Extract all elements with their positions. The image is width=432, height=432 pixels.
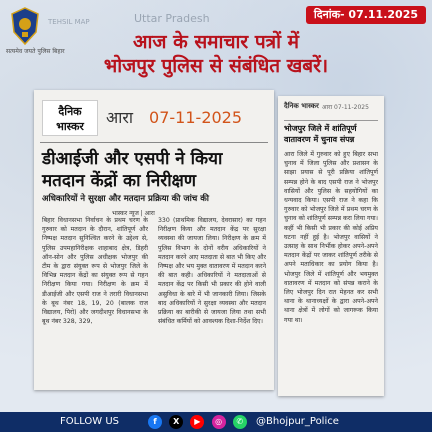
paper-name-top: दैनिक (58, 105, 82, 118)
youtube-icon[interactable]: ▶ (190, 415, 204, 429)
whatsapp-icon[interactable]: ✆ (233, 415, 247, 429)
date-badge: दिनांक- 07.11.2025 (306, 6, 426, 24)
paper-city: आरा (106, 108, 134, 127)
divider (40, 142, 268, 143)
headline-line-1: आज के समाचार पत्रों में (132, 31, 299, 53)
facebook-icon[interactable]: f (148, 415, 162, 429)
paper-name-bottom: भास्कर (56, 120, 84, 133)
article-subtitle: अधिकारियों ने सुरक्षा और मतदान प्रक्रिया की जांच की (42, 194, 209, 204)
social-handle[interactable]: @Bhojpur_Police (256, 416, 339, 427)
dainik-bhaskar-logo (42, 100, 98, 136)
social-icons (148, 415, 251, 432)
footer-bar (0, 412, 432, 432)
instagram-icon[interactable]: ◎ (212, 415, 226, 429)
logo-caption: सत्यमेव जयते पुलिस बिहार (6, 48, 65, 55)
article-title: डीआईजी और एसपी ने किया मतदान केंद्रों का निरीक्षण (42, 149, 223, 191)
side-paper-date: आरा 07-11-2025 (322, 104, 369, 111)
tehsil-label: TEHSIL MAP (48, 18, 90, 26)
headline-line-2: भोजपुर पुलिस से संबंधित खबरें। (103, 55, 329, 77)
side-article-title: भोजपुर जिले में शांतिपूर्ण वातावरण में चुनाव संपन्न (284, 120, 378, 145)
follow-us-label: FOLLOW US (60, 416, 120, 427)
state-label: Uttar Pradesh (134, 12, 210, 25)
side-paper-name: दैनिक भास्कर (284, 102, 319, 110)
article-column-1: बिहार विधानसभा निर्वाचन के प्रथम चरण के गुरुवार को मतदान के दौरान, शांतिपूर्ण और निष्पक्ष मतदान सुनिश्चित करने के उद्देश्य से, पुलिस उपमहानिरीक्षक शाहाबाद क्षेत्र, डिहरी ऑन-सोन और पुलिस अधीक्षक भोजपुर की टीम के द्वारा संयुक्त रूप से भोजपुर जिले के विभिन्न मतदान केंद्रों का संयुक्त रूप से गहन निरीक्षण किया गया। निरीक्षण के क्रम में डीआईजी और एसपी राज ने तरारी विधानसभा के बूथ नंबर 18, 19, 20 (बालक राज विद्यालय, पिरो) और जगदीशपुर विधानसभा के बूथ नंबर 328, 329, (42, 217, 148, 326)
side-article-body: आरा जिले में गुरुवार को हुए बिहार सभा चुनाव में जिला पुलिस और प्रशासन के साझा प्रयास से पूरी प्रक्रिया शांतिपूर्ण सम्पन्न होने के बाद एसपी राज ने भोजपुर वासियों और पुलिस के सहयोगियों का धन्यवाद किया। एसपी राज ने कहा कि गुरुवार को भोजपुर जिले में प्रथम चरण के चुनाव को शांतिपूर्ण सम्पन्न करा लिया गया। कहीं भी किसी भी प्रकार की कोई अप्रिय घटना नहीं हुई है। भोजपुर वासियों ने उत्साह के साथ निर्भीक होकर अपने-अपने मतदान केंद्रों पर जाकर शांतिपूर्ण तरीके से अपने मताधिकार का प्रयोग किया है। भोजपुर जिले में शांतिपूर्ण और भयमुक्त वातावरण में मतदान को संपन्न कराने के लिए भोजपुर दिन रात मेहनत कर सभी थाना के थानाध्यक्षों के द्वारा अपने-अपने थाना क्षेत्रों में लोगों को जागरूक किया गया था। (284, 151, 378, 324)
paper-date: 07-11-2025 (149, 108, 243, 127)
side-news-clipping (278, 96, 384, 396)
main-news-clipping (34, 90, 274, 390)
page-headline (0, 30, 432, 78)
article-column-2: 330 (प्राथमिक विद्यालय, देवरासार) का गहन निरीक्षण किया और मतदान केंद्र पर सुरक्षा व्यवस्था की जायजा लिया। निरीक्षण के क्रम में पुलिस विभाग के दोनों वरीय अधिकारियों ने मतदान करने आए मतदाता से बात भी किए और निष्पक्ष और भय मुक्त वातावरण में मतदान करने की बात कही। अधिकारियों ने मतदाताओं से मतदान केंद्र पर किसी भी प्रकार की होने वाली असुविधा के बारे में भी जानकारी लिया। जिसके बाद अधिकारियों ने सुरक्षा व्यवस्था और मतदान प्रक्रिया का बारीकी से जायजा लिया तथा सभी संबंधित कर्मियों को आवश्यक दिशा-निर्देश दिए। (158, 217, 266, 326)
x-icon[interactable]: X (169, 415, 183, 429)
paper-dateline (106, 106, 242, 128)
article-byline: भास्कर न्यूज | आरा (112, 210, 155, 217)
